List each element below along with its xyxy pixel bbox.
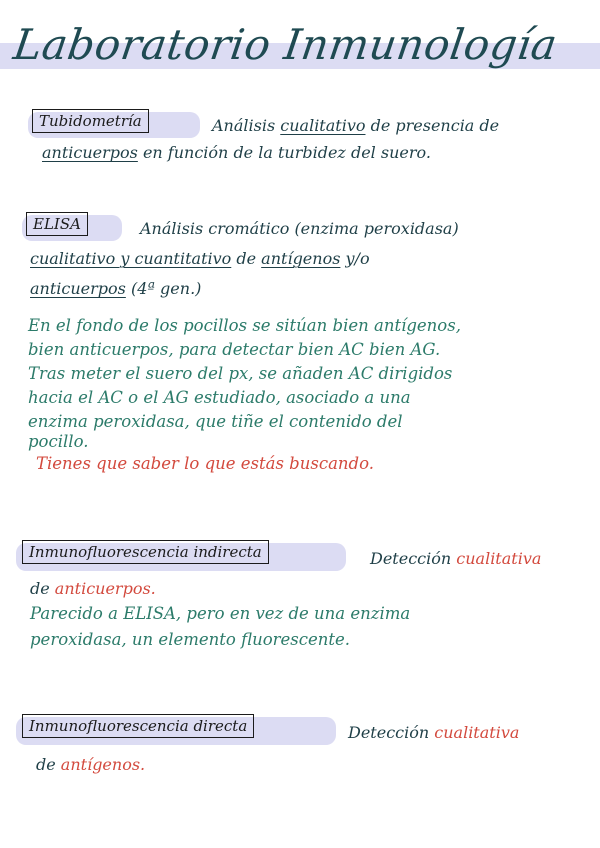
- elisa-line-1: Análisis cromático (enzima peroxidasa): [140, 219, 459, 238]
- elisa-note-line-6: pocillo.: [28, 432, 89, 451]
- underlined-text: anticuerpos: [42, 143, 138, 162]
- tubidometria-label: Tubidometría: [32, 109, 149, 133]
- elisa-note-line-4: hacia el AC o el AG estudiado, asociado a una: [28, 388, 411, 407]
- highlighted-word: cualitativa: [456, 549, 542, 568]
- ifi-note-line-1: Parecido a ELISA, pero en vez de una enzima: [30, 604, 411, 623]
- text: de presencia de: [365, 116, 500, 135]
- elisa-note-line-5: enzima peroxidasa, que tiñe el contenido del: [28, 412, 403, 431]
- text: de: [231, 249, 262, 268]
- elisa-note-line-2: bien anticuerpos, para detectar bien AC bien AG.: [28, 340, 441, 359]
- text: de: [30, 579, 55, 598]
- tubidometria-line-2: [42, 138, 431, 168]
- ifd-label: Inmunofluorescencia directa: [22, 714, 254, 738]
- text: Análisis: [212, 116, 281, 135]
- underlined-text: cualitativo y cuantitativo: [30, 249, 232, 268]
- text: y/o: [340, 249, 370, 268]
- text: de: [36, 755, 61, 774]
- elisa-note-line-1: En el fondo de los pocillos se sitúan bien antígenos,: [28, 316, 461, 335]
- highlighted-word: anticuerpos.: [54, 579, 156, 598]
- text: (4ª gen.): [125, 279, 202, 298]
- page-title: Laboratorio Inmunología: [10, 20, 561, 69]
- ifi-line-2: [30, 574, 156, 604]
- elisa-line-3: [30, 274, 201, 304]
- ifi-note-line-2: peroxidasa, un elemento fluorescente.: [30, 630, 351, 649]
- elisa-note-line-3: Tras meter el suero del px, se añaden AC dirigidos: [28, 364, 453, 383]
- text: Detección: [370, 549, 457, 568]
- ifd-line-2: [36, 750, 145, 780]
- elisa-label: ELISA: [26, 212, 88, 236]
- underlined-text: antígenos: [261, 249, 341, 268]
- underlined-text: anticuerpos: [30, 279, 126, 298]
- tubidometria-line-1: [212, 111, 499, 141]
- highlighted-word: cualitativa: [434, 723, 520, 742]
- ifi-label: Inmunofluorescencia indirecta: [22, 540, 269, 564]
- elisa-line-2: [30, 244, 370, 274]
- ifd-line-1: [348, 718, 519, 748]
- text: en función de la turbidez del suero.: [137, 143, 431, 162]
- underlined-text: cualitativo: [280, 116, 366, 135]
- highlighted-word: antígenos.: [60, 755, 146, 774]
- ifi-line-1: [370, 544, 541, 574]
- elisa-warning: Tienes que saber lo que estás buscando.: [36, 454, 374, 473]
- text: Detección: [348, 723, 435, 742]
